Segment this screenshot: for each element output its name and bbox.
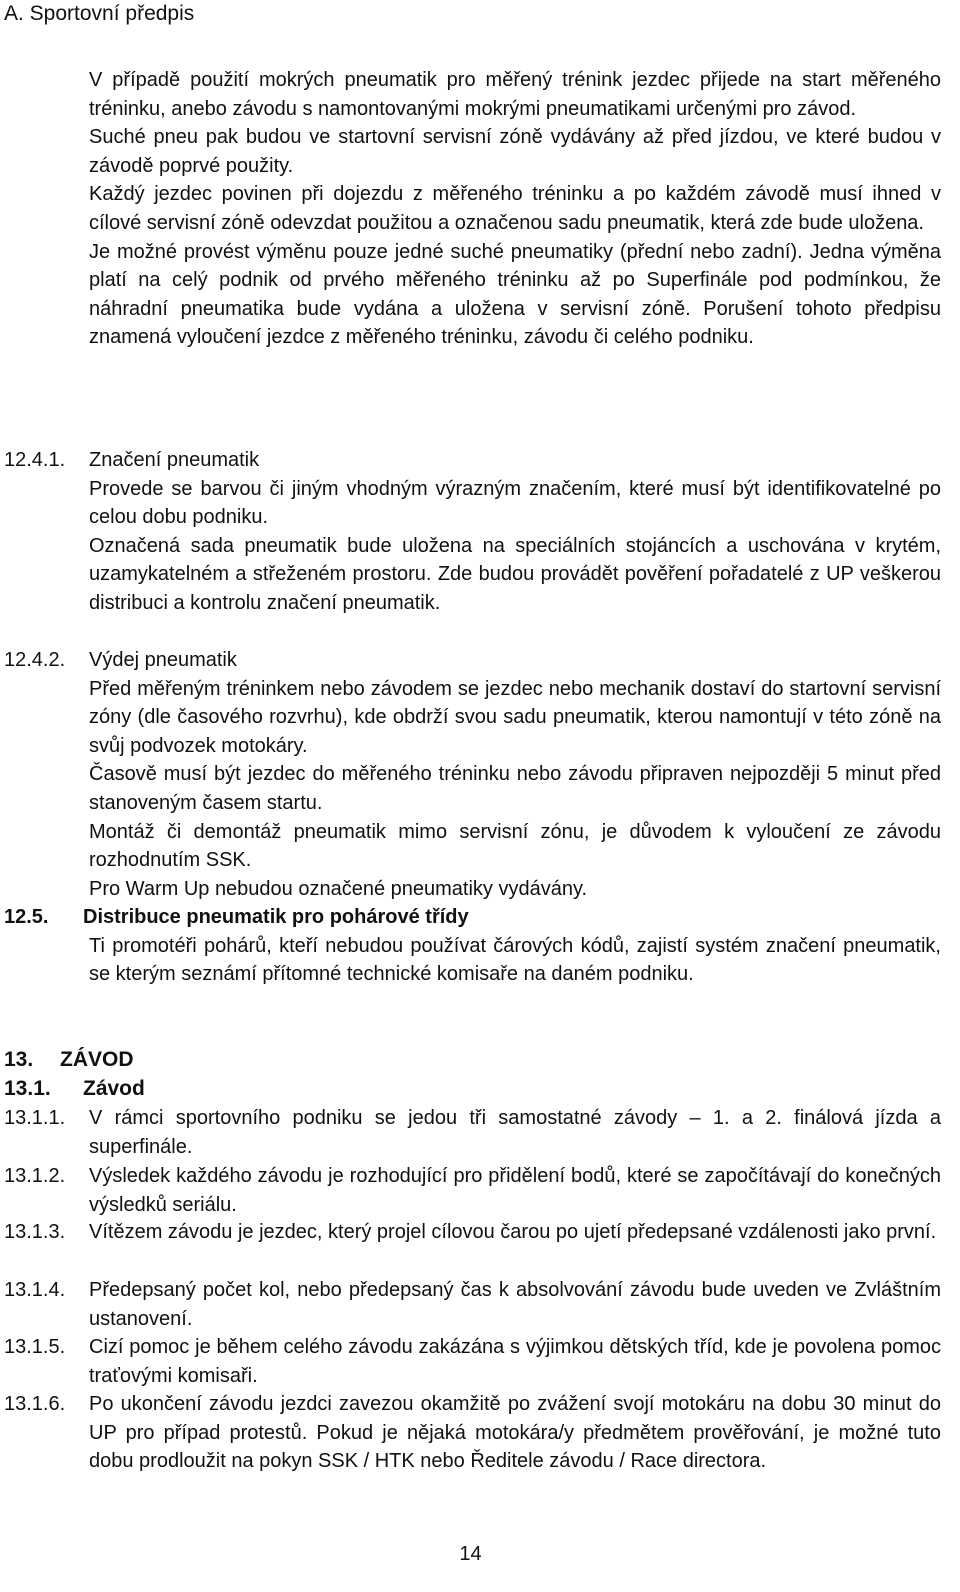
paragraph: Provede se barvou či jiným vhodným výrazným značením, které musí být identifikovatelné po celou dobu podniku.: [89, 477, 941, 529]
section-number: 12.4.2.: [4, 649, 66, 671]
paragraph: Montáž či demontáž pneumatik mimo servisní zónu, je důvodem k vyloučení ze závodu rozhodnutím SSK.: [89, 820, 941, 872]
paragraph: Předepsaný počet kol, nebo předepsaný čas k absolvování závodu bude uveden ve Zvláštním ustanovení.: [89, 1279, 941, 1330]
page-number: 14: [459, 1543, 482, 1565]
item-number: 13.1.4.: [4, 1279, 66, 1301]
paragraph: Je možné provést výměnu pouze jedné suché pneumatiky (přední nebo zadní). Jedna výměna platí na celý podnik od prvého měřeného tréninku až po Superfinále pod podmínkou, že náhradní pneumatika bude vydána a uložena v servisní zóně. Porušení tohoto předpisu znamená vyloučení jezdce z měřeného tréninku, závodu či celého podniku.: [89, 240, 941, 349]
paragraph: Pro Warm Up nebudou označené pneumatiky vydávány.: [89, 877, 588, 900]
item-text: [89, 1390, 941, 1476]
section-header: A. Sportovní předpis: [4, 2, 195, 25]
section-body: [89, 646, 941, 903]
section-title: Distribuce pneumatik pro pohárové třídy: [83, 906, 469, 928]
item-number: 13.1.5.: [4, 1336, 66, 1358]
section-number: 12.4.1.: [4, 449, 66, 471]
item-text: [89, 1276, 941, 1333]
section-title: Závod: [83, 1077, 145, 1100]
item-text: [89, 1218, 941, 1247]
item-number: 13.1.6.: [4, 1393, 66, 1415]
paragraph: Časově musí být jezdec do měřeného tréninku nebo závodu připraven nejpozději 5 minut před stanoveným časem startu.: [89, 763, 941, 814]
item-text: [89, 1162, 941, 1219]
section-number: 12.5.: [4, 906, 49, 928]
section-number: 13.1.: [4, 1077, 51, 1100]
section-body: [83, 903, 935, 932]
item-number: 13.1.3.: [4, 1221, 66, 1243]
section-title: Výdej pneumatik: [89, 649, 237, 671]
paragraph: Ti promotéři pohárů, kteří nebudou používat čárových kódů, zajistí systém značení pneumatik, se kterým seznámí přítomné technické komisaře na daném podniku.: [89, 934, 941, 986]
paragraph: Vítězem závodu je jezdec, který projel cílovou čarou po ujetí předepsané vzdálenosti jako první.: [89, 1221, 937, 1243]
intro-block: [89, 66, 941, 352]
paragraph: Suché pneu pak budou ve startovní servisní zóně vydávány až před jízdou, ve které budou v závodě poprvé použity.: [89, 126, 941, 177]
paragraph: Před měřeným tréninkem nebo závodem se jezdec nebo mechanik dostaví do startovní servisní zóny (dle časového rozvrhu), kde obdrží svou sadu pneumatik, kterou namontují v této zóně na svůj podvozek motokáry.: [89, 677, 941, 757]
paragraph: Každý jezdec povinen při dojezdu z měřeného tréninku a po každém závodě musí ihned v cílové servisní zóně odevzdat použitou a označenou sadu pneumatik, která zde bude uložena.: [89, 183, 941, 234]
chapter-number: 13.: [4, 1048, 34, 1071]
paragraph: V případě použití mokrých pneumatik pro měřený trénink jezdec přijede na start měřeného tréninku, anebo závodu s namontovanými mokrými pneumatikami určenými pro závod.: [89, 69, 941, 120]
paragraph: Po ukončení závodu jezdci zavezou okamžitě po zvážení svojí motokáru na dobu 30 minut do UP pro případ protestů. Pokud je nějaká motokára/y předmětem prověřování, je možné tuto dobu prodloužit na pokyn SSK / HTK nebo Ředitele závodu / Race directora.: [89, 1393, 941, 1473]
paragraph: V rámci sportovního podniku se jedou tři samostatné závody – 1. a 2. finálová jízda a superfinále.: [89, 1107, 941, 1158]
paragraph: Výsledek každého závodu je rozhodující pro přidělení bodů, které se započítávají do konečných výsledků seriálu.: [89, 1165, 941, 1216]
item-text: [89, 1104, 941, 1161]
section-title: Značení pneumatik: [89, 449, 260, 471]
item-number: 13.1.1.: [4, 1107, 66, 1129]
paragraph: Cizí pomoc je během celého závodu zakázána s výjimkou dětských tříd, kde je povolena pomoc traťovými komisaři.: [89, 1336, 941, 1387]
section-body: [89, 446, 941, 618]
section-text: [89, 932, 941, 989]
chapter-title: ZÁVOD: [60, 1048, 134, 1071]
paragraph: Označená sada pneumatik bude uložena na speciálních stojáncích a uschována v krytém, uzamykatelném a střeženém prostoru. Zde budou provádět pověření pořadatelé z UP veškerou distribuci a kontrolu značení pneumatik.: [89, 534, 941, 614]
item-text: [89, 1333, 941, 1390]
item-number: 13.1.2.: [4, 1165, 66, 1187]
